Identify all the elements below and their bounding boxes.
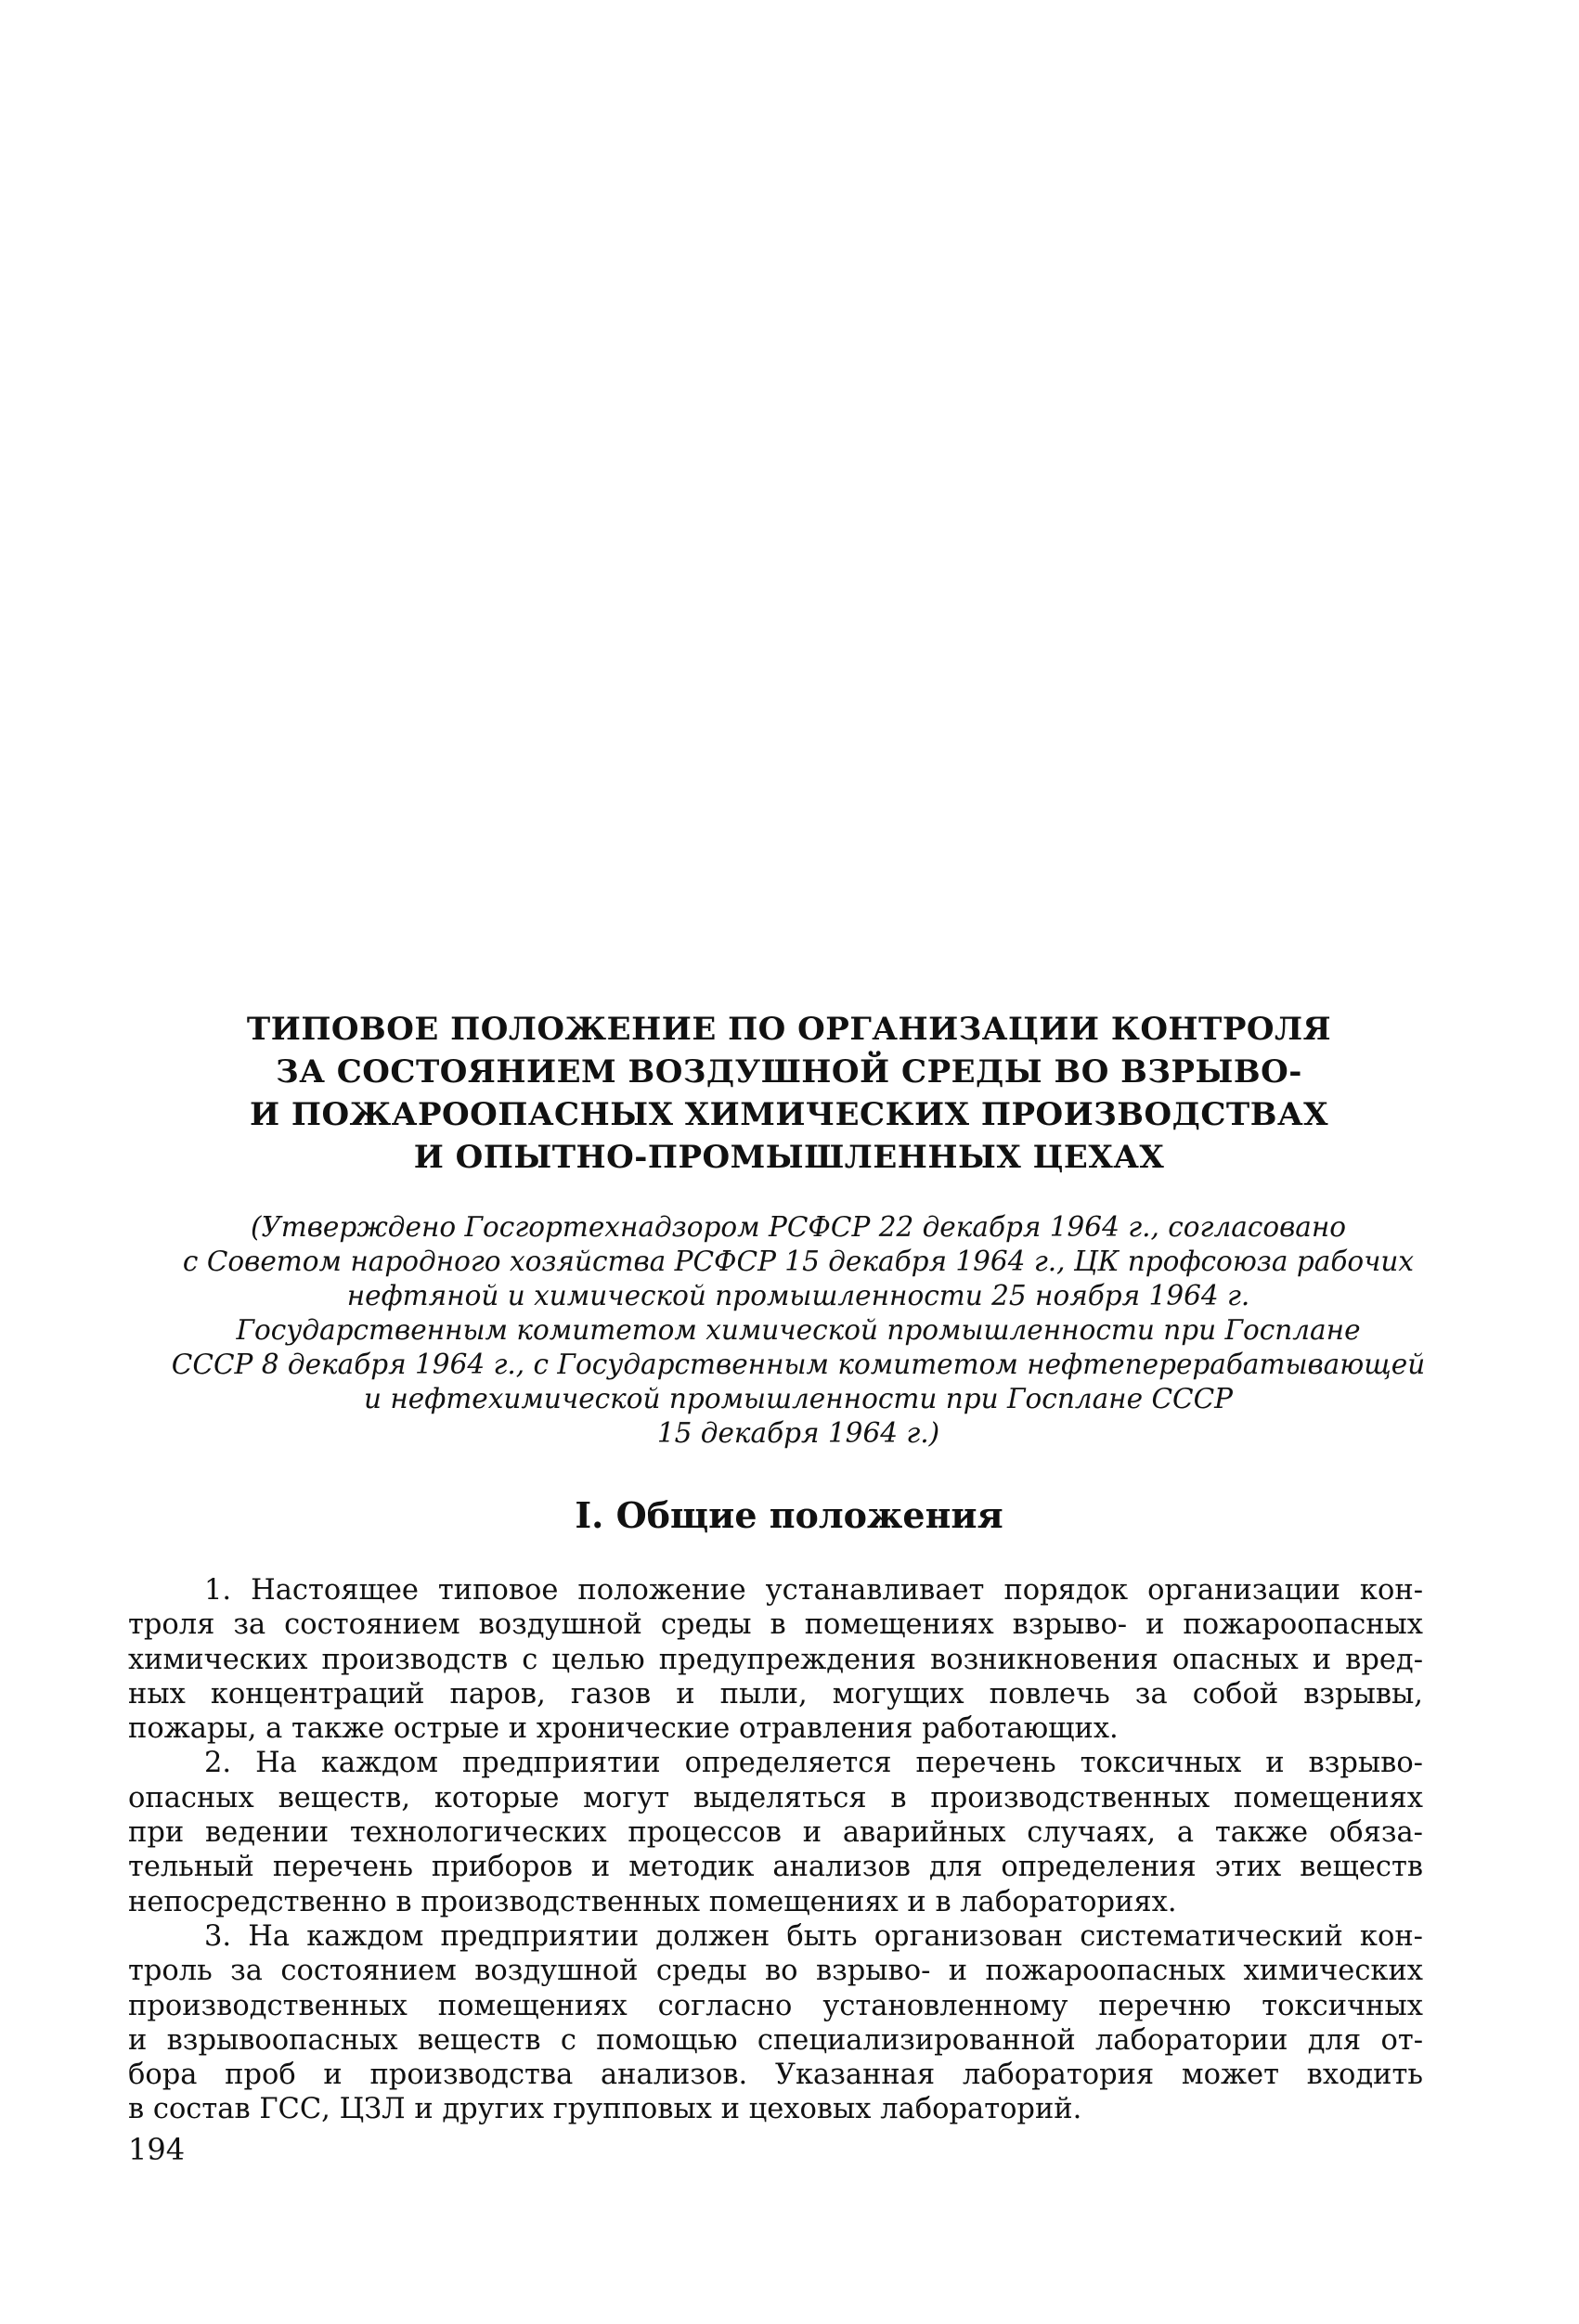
approval-line: с Советом народного хозяйства РСФСР 15 декабря 1964 г., ЦК профсоюза рабочих — [182, 1246, 1415, 1277]
title-line: И ПОЖАРООПАСНЫХ ХИМИЧЕСКИХ ПРОИЗВОДСТВАХ — [249, 1096, 1329, 1133]
page-number: 194 — [128, 2132, 186, 2167]
text-line: опасных веществ, которые могут выделяться в производственных помещениях — [128, 1781, 1423, 1814]
title-line: ТИПОВОЕ ПОЛОЖЕНИЕ ПО ОРГАНИЗАЦИИ КОНТРОЛЯ — [246, 1011, 1332, 1048]
approval-line: (Утверждено Госгортехнадзором РСФСР 22 декабря 1964 г., согласовано — [250, 1211, 1347, 1243]
text-line: бора проб и производства анализов. Указанная лаборатория может входить — [128, 2059, 1423, 2092]
text-line: тельный перечень приборов и методик анализов для определения этих веществ — [128, 1851, 1423, 1884]
text-line: производственных помещениях согласно установленному перечню токсичных — [128, 1989, 1423, 2022]
approval-note — [167, 1210, 1430, 1451]
section-heading: I. Общие положения — [575, 1494, 1003, 1536]
text-line: троля за состоянием воздушной среды в помещениях взрыво- и пожароопасных — [128, 1608, 1423, 1642]
text-line: химических производств с целью предупреждения возникновения опасных и вред- — [128, 1643, 1423, 1676]
approval-line: 15 декабря 1964 г.) — [656, 1417, 940, 1449]
document-title — [223, 1008, 1355, 1179]
approval-line: нефтяной и химической промышленности 25 ноября 1964 г. — [346, 1280, 1250, 1311]
paragraph-1 — [128, 1573, 1423, 1746]
text-line: пожары, а также острые и хронические отравления работающих. — [128, 1712, 1119, 1746]
title-line: И ОПЫТНО-ПРОМЫШЛЕННЫХ ЦЕХАХ — [413, 1139, 1165, 1176]
paragraph-3 — [128, 1919, 1423, 2127]
text-line: 2. На каждом предприятии определяется перечень токсичных и взрыво- — [204, 1747, 1423, 1780]
text-line: при ведении технологических процессов и аварийных случаях, а также обяза- — [128, 1816, 1423, 1850]
paragraph-2 — [128, 1746, 1423, 1918]
text-line: непосредственно в производственных помещениях и в лабораториях. — [128, 1885, 1177, 1918]
approval-line: СССР 8 декабря 1964 г., с Государственным комитетом нефтеперерабатывающей — [171, 1349, 1426, 1380]
body-text — [128, 1573, 1423, 2127]
title-line: ЗА СОСТОЯНИЕМ ВОЗДУШНОЙ СРЕДЫ ВО ВЗРЫВО- — [276, 1053, 1302, 1091]
text-line: 1. Настоящее типовое положение устанавливает порядок организации кон- — [204, 1574, 1423, 1607]
text-line: в состав ГСС, ЦЗЛ и других групповых и цеховых лабораторий. — [128, 2093, 1082, 2126]
text-line: ных концентраций паров, газов и пыли, могущих повлечь за собой взрывы, — [128, 1677, 1423, 1711]
text-line: и взрывоопасных веществ с помощью специализированной лаборатории для от- — [128, 2023, 1423, 2057]
text-line: 3. На каждом предприятии должен быть организован систематический кон- — [204, 1919, 1423, 1953]
approval-line: и нефтехимической промышленности при Госплане СССР — [363, 1383, 1234, 1414]
approval-line: Государственным комитетом химической промышленности при Госплане — [236, 1314, 1361, 1346]
text-line: троль за состоянием воздушной среды во взрыво- и пожароопасных химических — [128, 1955, 1423, 1988]
